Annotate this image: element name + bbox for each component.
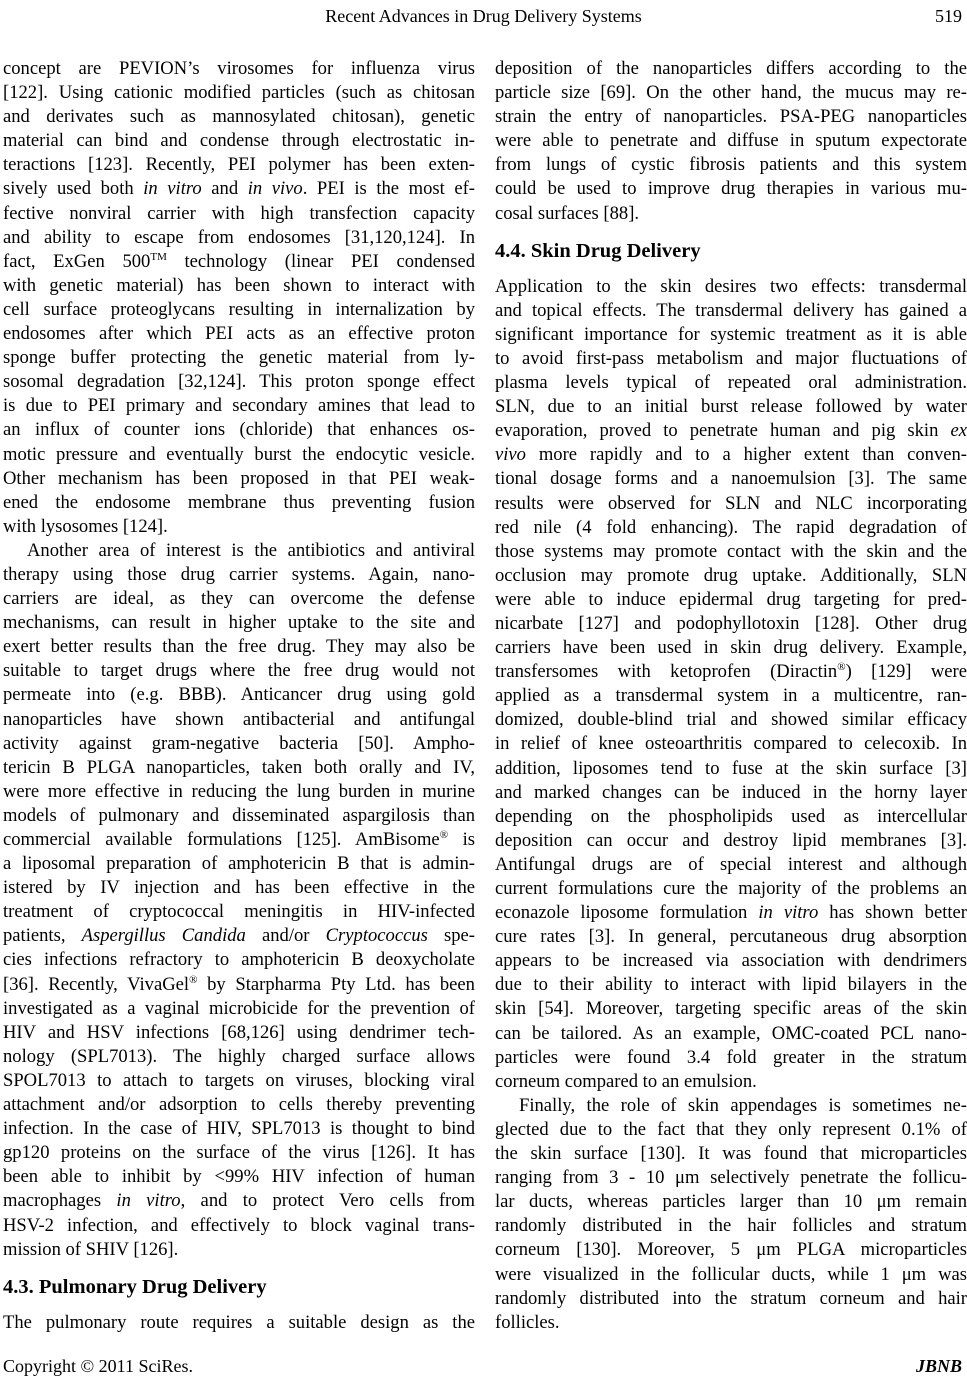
- text-line: nicarbate [127] and podophyllotoxin [128]. Other drug: [495, 612, 967, 634]
- text-line: SPOL7013 to attach to targets on viruses, blocking viral: [3, 1069, 475, 1091]
- paragraph: [3, 1311, 475, 1335]
- text-line: skin [54]. Moreover, targeting specific areas of the skin: [495, 998, 967, 1020]
- text-line: nanoparticles have shown antibacterial and antifungal: [3, 708, 475, 730]
- text-line: with genetic material) has been shown to interact with: [3, 274, 475, 296]
- paragraph: [495, 275, 967, 1094]
- text-line: carriers are ideal, as they can overcome the defense: [3, 588, 475, 610]
- text-line: HIV and HSV infections [68,126] using dendrimer tech-: [3, 1021, 475, 1043]
- text-line: corneum [130]. Moreover, 5 μm PLGA microparticles: [495, 1239, 967, 1261]
- text-line: were able to penetrate and diffuse in sputum expectorate: [495, 130, 967, 152]
- text-line: particles were found 3.4 fold greater in the stratum: [495, 1046, 967, 1068]
- text-line: material can bind and condense through electrostatic in-: [3, 130, 475, 152]
- text-line: mechanisms, can result in higher uptake to the site and: [3, 612, 475, 634]
- text-line: evaporation, proved to penetrate human and pig skin ex: [495, 420, 967, 442]
- text-line: results were observed for SLN and NLC incorporating: [495, 492, 967, 514]
- paragraph: [3, 57, 475, 539]
- content-columns: [3, 57, 967, 1335]
- text-line: from lungs of cystic fibrosis patients and this system: [495, 154, 967, 176]
- text-line: sively used both in vitro and in vivo. PEI is the most ef-: [3, 178, 475, 200]
- text-line: particle size [69]. On the other hand, the mucus may re-: [495, 82, 967, 104]
- text-line: and derivates such as mannosylated chitosan), genetic: [3, 106, 475, 128]
- page-header: [4, 6, 963, 32]
- paragraph: [3, 539, 475, 1262]
- text-line: sosomal degradation [32,124]. This proton sponge effect: [3, 371, 475, 393]
- text-line: can be tailored. As an example, OMC-coated PCL nano-: [495, 1022, 967, 1044]
- text-line: were able to induce epidermal drug targeting for pred-: [495, 588, 967, 610]
- page-footer: [3, 1356, 963, 1380]
- text-line: were visualized in the follicular ducts, while 1 μm was: [495, 1263, 967, 1285]
- text-line: depending on the phospholipids used as intercellular: [495, 805, 967, 827]
- text-line: tional dosage forms and a nanoemulsion [3]. The same: [495, 468, 967, 490]
- text-line: cure rates [3]. In general, percutaneous drug absorption: [495, 926, 967, 948]
- text-line: with lysosomes [124].: [3, 515, 168, 537]
- text-line: those systems may promote contact with the skin and the: [495, 540, 967, 562]
- text-line: fact, ExGen 500™ technology (linear PEI condensed: [3, 250, 475, 272]
- text-line: therapy using those drug carrier systems. Again, nano-: [3, 563, 475, 585]
- text-line: [122]. Using cationic modified particles (such as chitosan: [3, 82, 475, 104]
- text-line: and ability to escape from endosomes [31,120,124]. In: [3, 226, 475, 248]
- paragraph: [495, 1094, 967, 1335]
- text-line: transfersomes with ketoprofen (Diractin®) [129] were: [495, 660, 967, 683]
- text-line: cies infections refractory to amphotericin B deoxycholate: [3, 949, 475, 971]
- text-line: Application to the skin desires two effects: transdermal: [495, 275, 967, 297]
- text-line: permeate into (e.g. BBB). Anticancer drug using gold: [3, 684, 475, 706]
- text-line: occlusion may promote drug uptake. Additionally, SLN: [495, 564, 967, 586]
- text-line: an influx of counter ions (chloride) that enhances os-: [3, 419, 475, 441]
- text-line: the skin surface [130]. It was found that microparticles: [495, 1143, 967, 1165]
- text-line: strain the entry of nanoparticles. PSA-PEG nanoparticles: [495, 106, 967, 128]
- text-line: cell surface proteoglycans resulting in internalization by: [3, 298, 475, 320]
- text-line: lar ducts, whereas particles larger than 10 μm remain: [495, 1191, 967, 1213]
- text-line: econazole liposome formulation in vitro has shown better: [495, 902, 967, 924]
- text-line: randomly distributed into the stratum corneum and hair: [495, 1287, 967, 1309]
- text-line: and marked changes can be induced in the horny layer: [495, 781, 967, 803]
- text-line: due to their ability to interact with lipid bilayers in the: [495, 974, 967, 996]
- text-line: current formulations cure the majority of the problems an: [495, 878, 967, 899]
- text-line: in relief of knee osteoarthritis compared to celecoxib. In: [495, 733, 967, 755]
- text-line: Antifungal drugs are of special interest and although: [495, 853, 967, 875]
- text-line: follicles.: [495, 1311, 560, 1333]
- text-line: appears to be increased via association with dendrimers: [495, 950, 967, 972]
- text-line: motic pressure and eventually burst the endocytic vesicle.: [3, 443, 475, 465]
- text-line: carriers have been used in skin drug delivery. Example,: [495, 637, 967, 659]
- text-line: red nile (4 fold enhancing). The rapid degradation of: [495, 516, 967, 538]
- text-line: randomly distributed in the hair follicles and stratum: [495, 1215, 967, 1237]
- journal-abbreviation: JBNB: [915, 1356, 962, 1376]
- text-line: gp120 proteins on the surface of the virus [126]. It has: [3, 1142, 475, 1164]
- text-line: mission of SHIV [126].: [3, 1238, 179, 1260]
- text-line: Finally, the role of skin appendages is sometimes ne-: [519, 1094, 967, 1116]
- text-line: could be used to improve drug therapies in various mu-: [495, 178, 967, 200]
- text-line: domized, double-blind trial and showed similar efficacy: [495, 709, 967, 731]
- text-line: deposition of the nanoparticles differs according to the: [495, 58, 967, 79]
- text-line: vivo more rapidly and to a higher extent than conven-: [495, 444, 967, 466]
- text-line: endosomes after which PEI acts as an effective proton: [3, 323, 475, 345]
- text-line: activity against gram-negative bacteria [50]. Ampho-: [3, 732, 475, 754]
- text-line: treatment of cryptococcal meningitis in HIV-infected: [3, 901, 475, 923]
- text-line: ranging from 3 - 10 μm selectively penetrate the follicu-: [495, 1167, 967, 1189]
- right-column: [495, 57, 967, 1335]
- text-line: plasma levels typical of repeated oral administration.: [495, 372, 967, 394]
- text-line: infection. In the case of HIV, SPL7013 is thought to bind: [3, 1118, 475, 1140]
- text-line: Another area of interest is the antibiotics and antiviral: [27, 539, 475, 561]
- text-line: deposition can occur and destroy lipid membranes [3].: [495, 829, 967, 851]
- text-line: [36]. Recently, VivaGel® by Starpharma Pty Ltd. has been: [3, 973, 475, 995]
- text-line: been able to inhibit by <99% HIV infection of human: [3, 1166, 475, 1188]
- text-line: to avoid first-pass metabolism and major fluctuations of: [495, 347, 967, 369]
- paragraph: [495, 57, 967, 226]
- text-line: Other mechanism has been proposed in that PEI weak-: [3, 467, 475, 489]
- section-heading: 4.4. Skin Drug Delivery: [495, 239, 701, 262]
- text-line: The pulmonary route requires a suitable design as the: [3, 1311, 475, 1333]
- text-line: SLN, due to an initial burst release followed by water: [495, 396, 967, 418]
- text-line: significant importance for systemic treatment as it is able: [495, 323, 967, 345]
- text-line: ened the endosome membrane thus preventing fusion: [3, 491, 475, 513]
- text-line: cosal surfaces [88].: [495, 202, 640, 224]
- section-heading: 4.3. Pulmonary Drug Delivery: [3, 1275, 267, 1298]
- text-line: a liposomal preparation of amphotericin B that is admin-: [3, 853, 475, 875]
- text-line: corneum compared to an emulsion.: [495, 1070, 757, 1092]
- left-column: [3, 57, 475, 1335]
- text-line: investigated as a vaginal microbicide for the prevention of: [3, 997, 475, 1019]
- text-line: fective nonviral carrier with high transfection capacity: [3, 202, 475, 224]
- text-line: suitable to target drugs where the free drug would not: [3, 660, 475, 682]
- text-line: attachment and/or adsorption to cells thereby preventing: [3, 1094, 475, 1116]
- text-line: nology (SPL7013). The highly charged surface allows: [3, 1045, 475, 1067]
- copyright-notice: Copyright © 2011 SciRes.: [3, 1356, 194, 1376]
- page-number: 519: [935, 6, 962, 26]
- text-line: patients, Aspergillus Candida and/or Cryptococcus spe-: [3, 925, 475, 947]
- text-line: sponge buffer protecting the genetic material from ly-: [3, 347, 475, 369]
- text-line: tericin B PLGA nanoparticles, taken both orally and IV,: [3, 756, 475, 778]
- text-line: applied as a transdermal system in a multicentre, ran-: [495, 685, 967, 707]
- text-line: commercial available formulations [125]. AmBisome® is: [3, 828, 475, 850]
- text-line: were more effective in reducing the lung burden in murine: [3, 780, 475, 802]
- text-line: is due to PEI primary and secondary amines that lead to: [3, 395, 475, 417]
- text-line: concept are PEVION’s virosomes for influenza virus: [3, 58, 475, 79]
- text-line: and topical effects. The transdermal delivery has gained a: [495, 299, 967, 321]
- text-line: glected due to the fact that they only represent 0.1% of: [495, 1118, 967, 1140]
- text-line: istered by IV injection and has been effective in the: [3, 877, 475, 899]
- text-line: teractions [123]. Recently, PEI polymer has been exten-: [3, 154, 475, 176]
- text-line: exert better results than the free drug. They may also be: [3, 636, 475, 658]
- running-title: Recent Advances in Drug Delivery Systems: [325, 6, 642, 26]
- text-line: addition, liposomes tend to fuse at the skin surface [3]: [495, 757, 967, 779]
- text-line: HSV-2 infection, and effectively to block vaginal trans-: [3, 1214, 475, 1236]
- text-line: models of pulmonary and disseminated aspargilosis than: [3, 804, 475, 826]
- text-line: macrophages in vitro, and to protect Vero cells from: [3, 1190, 475, 1212]
